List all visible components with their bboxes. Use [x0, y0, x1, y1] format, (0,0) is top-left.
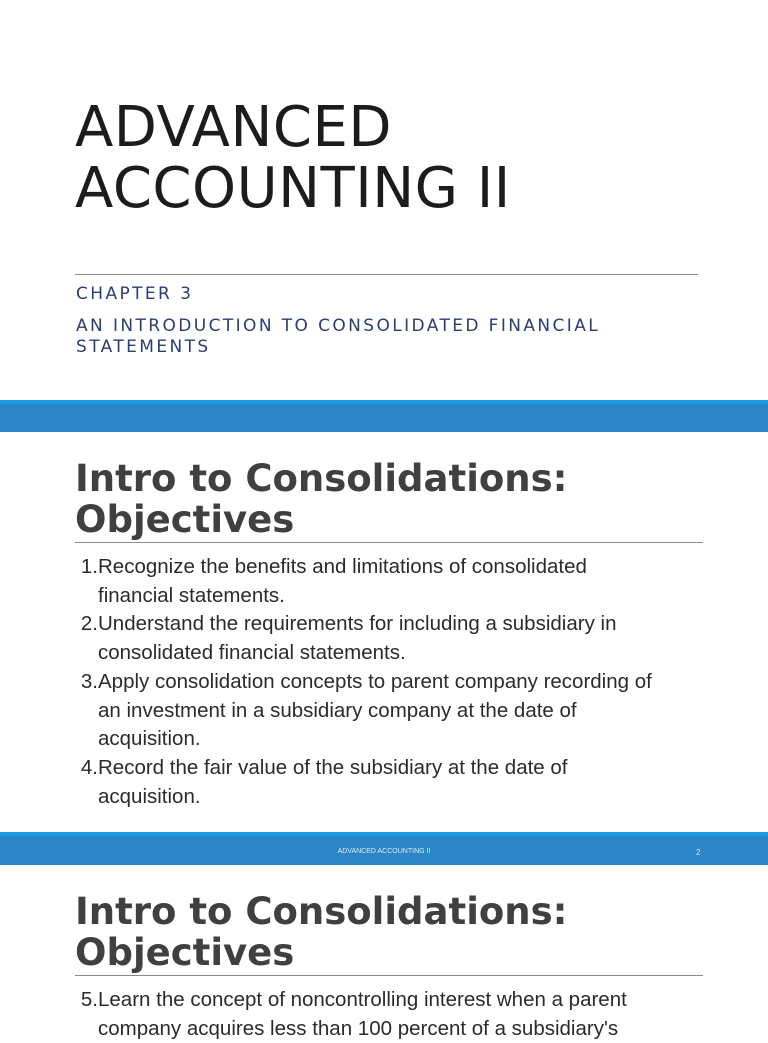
list-item [65, 553, 705, 610]
band-highlight [0, 400, 768, 404]
band-highlight [0, 832, 768, 836]
slide-title-divider [75, 975, 703, 976]
list-item-number: 4. [80, 755, 98, 779]
slide-title-divider [75, 542, 703, 543]
list-item-number: 3. [80, 669, 98, 693]
list-item-line: financial statements. [98, 583, 285, 607]
slide-title [75, 891, 567, 973]
chapter-title: AN INTRODUCTION TO CONSOLIDATED FINANCIAL STATEMENTS [76, 316, 601, 357]
list-item-line: Understand the requirements for including a subsidiary in [98, 612, 617, 636]
list-item-number: 5. [80, 988, 98, 1011]
list-item-line: acquisition. [98, 784, 201, 808]
title-divider [75, 274, 698, 275]
list-item-line: company acquires less than 100 percent of a subsidiary's [98, 1016, 619, 1040]
title-line-1: ADVANCED [75, 95, 392, 160]
list-item-line: consolidated financial statements. [98, 641, 406, 665]
list-item [65, 754, 705, 811]
title-line-2: ACCOUNTING II [75, 156, 511, 221]
list-item-line: acquisition. [98, 727, 201, 751]
list-item-text [98, 610, 616, 667]
slide-title [75, 458, 567, 540]
page-number: 2 [696, 848, 701, 857]
list-item-line: Learn the concept of noncontrolling interest when a parent [98, 988, 627, 1011]
list-item-text [98, 668, 652, 754]
slide-footer-text: ADVANCED ACCOUNTING II [337, 848, 431, 855]
objectives-slide [0, 432, 768, 832]
list-item-line: Record the fair value of the subsidiary at the date of [98, 755, 568, 779]
objectives-list [65, 986, 705, 1043]
list-item-number: 2. [80, 612, 98, 636]
slide-title-line-2: Objectives [75, 498, 295, 541]
objectives-list [65, 553, 705, 811]
title-slide [0, 0, 768, 400]
list-item-number: 1. [80, 555, 98, 578]
slide-title-line-1: Intro to Consolidations: [75, 890, 568, 933]
list-item-line: Apply consolidation concepts to parent company recording of [98, 669, 652, 693]
slide-title-line-1: Intro to Consolidations: [75, 457, 568, 500]
slide-title-line-2: Objectives [75, 931, 295, 974]
slide-separator-band [0, 400, 768, 432]
presentation-title [75, 97, 511, 219]
list-item [65, 986, 705, 1043]
list-item [65, 610, 705, 667]
list-item [65, 668, 705, 754]
list-item-line: an investment in a subsidiary company at the date of [98, 698, 577, 722]
list-item-text [98, 754, 568, 811]
objectives-slide-continued [0, 865, 768, 1040]
list-item-text [98, 553, 587, 610]
chapter-label: CHAPTER 3 [76, 284, 194, 304]
list-item-text [98, 986, 627, 1043]
list-item-line: Recognize the benefits and limitations of consolidated [98, 555, 587, 578]
